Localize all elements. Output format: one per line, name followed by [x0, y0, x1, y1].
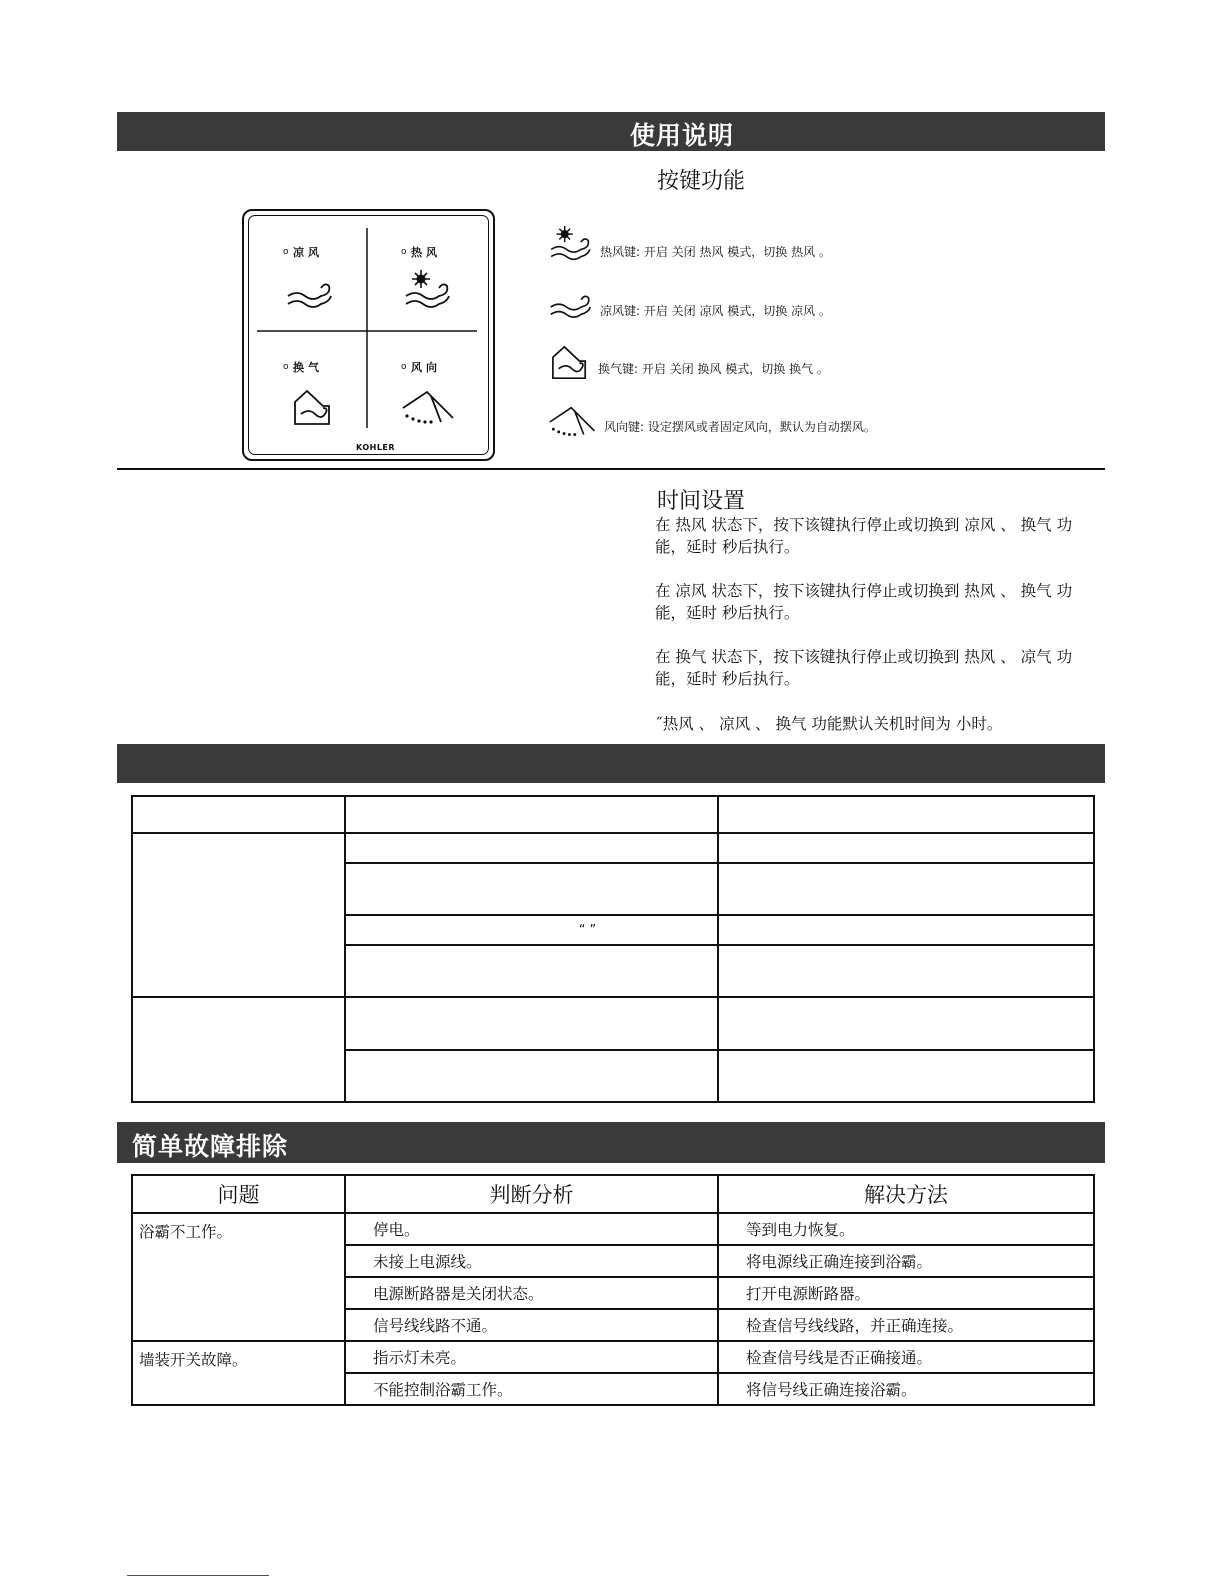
function-cool [548, 292, 831, 322]
blank-table [131, 795, 1095, 1103]
time-heading: 时间设置 [657, 489, 746, 514]
solution-cell: 检查信号线线路，并正确连接。 [718, 1309, 1094, 1341]
troubleshoot-table [131, 1174, 1095, 1406]
solution-cell: 检查信号线是否正确接通。 [718, 1341, 1094, 1373]
solution-cell: 将信号线正确连接浴霸。 [718, 1373, 1094, 1405]
heat-wind-icon [548, 226, 594, 262]
panel-label-heat: 热风 [411, 246, 441, 259]
time-paragraph-2: 在 凉风 状态下，按下该键执行停止或切换到 热风 、 换气 功能，延时 秒后执行。 [655, 582, 1073, 622]
analysis-cell: 电源断路器是关闭状态。 [345, 1277, 718, 1309]
header-analysis: 判断分析 [345, 1175, 718, 1213]
problem-cell: 墙装开关故障。 [132, 1341, 345, 1405]
time-paragraph-4: ˝热风 、 凉风 、 换气 功能默认关机时间为 小时。 [655, 715, 1003, 733]
empty-section-bar [117, 744, 1105, 783]
ventilation-icon [548, 344, 592, 382]
table-row [132, 1213, 1094, 1245]
solution-cell: 将电源线正确连接到浴霸。 [718, 1245, 1094, 1277]
troubleshoot-bar [117, 1122, 1105, 1163]
buttons-heading: 按键功能 [657, 169, 746, 194]
header-title: 使用说明 [630, 121, 735, 150]
analysis-cell: 未接上电源线。 [345, 1245, 718, 1277]
function-heat [548, 226, 831, 262]
analysis-cell: 指示灯未亮。 [345, 1341, 718, 1373]
footer-link-underline [127, 1575, 269, 1576]
wind-direction-icon [548, 404, 598, 440]
section-divider [117, 468, 1105, 470]
panel-label-cool: 凉风 [293, 246, 323, 259]
function-heat-text: 热风键: 开启 关闭 热风 模式，切换 热风 。 [600, 244, 831, 259]
cool-wind-icon [548, 292, 594, 322]
panel-dot-icon: o [283, 247, 289, 257]
function-direction [548, 404, 876, 440]
table-row [132, 997, 1094, 1050]
panel-label-vent: 换气 [293, 361, 323, 374]
analysis-cell: 信号线线路不通。 [345, 1309, 718, 1341]
control-panel [242, 209, 495, 461]
header-bar [117, 112, 1105, 151]
function-direction-text: 风向键: 设定摆风或者固定风向，默认为自动摆风。 [604, 419, 876, 434]
solution-cell: 打开电源断路器。 [718, 1277, 1094, 1309]
solution-cell: 等到电力恢复。 [718, 1213, 1094, 1245]
panel-dot-icon: o [401, 247, 407, 257]
problem-cell: 浴霸不工作。 [132, 1213, 345, 1341]
wind-direction-icon[interactable] [401, 388, 457, 428]
analysis-cell: 停电。 [345, 1213, 718, 1245]
function-vent [548, 344, 829, 382]
table-header-row [132, 1175, 1094, 1213]
quote-marks: “ ” [578, 922, 597, 938]
header-problem: 问题 [132, 1175, 345, 1213]
troubleshoot-title: 简单故障排除 [132, 1132, 289, 1161]
function-cool-text: 凉风键: 开启 关闭 凉风 模式，切换 凉风 。 [600, 303, 831, 318]
table-row [132, 796, 1094, 833]
panel-label-direction: 风向 [411, 361, 441, 374]
time-paragraph-1: 在 热风 状态下，按下该键执行停止或切换到 凉风 、 换气 功能，延时 秒后执行。 [655, 516, 1073, 556]
time-paragraph-3: 在 换气 状态下，按下该键执行停止或切换到 热风 、 凉气 功能，延时 秒后执行。 [655, 648, 1073, 688]
ventilation-icon[interactable] [291, 388, 335, 428]
table-row [132, 833, 1094, 863]
table-row [132, 1341, 1094, 1373]
cool-wind-icon[interactable] [285, 280, 335, 312]
header-solution: 解决方法 [718, 1175, 1094, 1213]
function-vent-text: 换气键: 开启 关闭 换风 模式，切换 换气 。 [598, 361, 829, 376]
panel-dot-icon: o [401, 362, 407, 372]
heat-wind-icon[interactable] [403, 270, 453, 310]
panel-dot-icon: o [283, 362, 289, 372]
analysis-cell: 不能控制浴霸工作。 [345, 1373, 718, 1405]
brand-logo: KOHLER [356, 443, 396, 452]
